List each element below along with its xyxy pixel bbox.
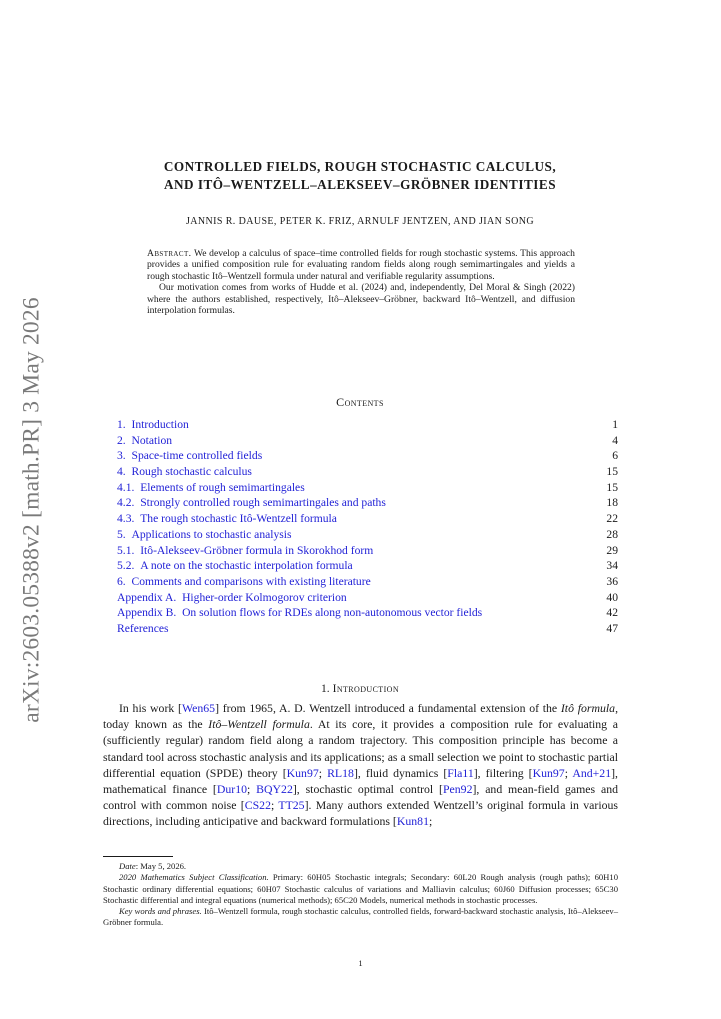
author-list: JANNIS R. DAUSE, PETER K. FRIZ, ARNULF JENTZEN, AND JIAN SONG [185, 216, 535, 227]
citation-pen92[interactable]: Pen92 [442, 782, 473, 797]
body-text-segment: from 1965, A. D. Wentzell introduced a fundamental extension of the [219, 701, 561, 715]
toc-entry-page: 47 [606, 621, 618, 635]
toc-entry-link[interactable] [117, 448, 262, 464]
body-text-segment: ], and mean-field games and control with common noise [ [103, 782, 618, 813]
toc-row[interactable] [117, 495, 618, 511]
citation-cs22[interactable]: CS22 [244, 798, 271, 813]
arxiv-sidebar-stamp [14, 290, 50, 730]
toc-row[interactable] [117, 464, 618, 480]
toc-entry-page: 15 [606, 480, 618, 494]
keywords-text: Itô–Wentzell formula, rough stochastic calculus, controlled fields, forward-backward stochastic analysis, Itô–Alekseev–Gröbner formula. [103, 906, 619, 928]
body-text-segment: ], stochastic optimal control [ [292, 782, 443, 797]
toc-entry-page: 34 [606, 559, 618, 573]
body-text-segment: ], mathematical finance [ [103, 765, 618, 797]
toc-entry-title: Space-time controlled fields [131, 449, 263, 463]
toc-row[interactable] [117, 621, 618, 637]
abstract-text-1: We develop a calculus of space–time controlled fields for rough stochastic systems. This approach provides a unified composition rule for evaluating random fields along rough semimartingales and yields a rough stochastic Itô–Wentzell formula under natural and verifiable regularity assumptions. [147, 248, 575, 282]
toc-entry-number: 4.2. [117, 496, 135, 510]
emphasis-ito-wentzell: Itô–Wentzell formula [208, 717, 310, 732]
toc-entry-title: Notation [131, 433, 173, 447]
citation-wen65[interactable]: Wen65 [181, 701, 216, 715]
msc-label: 2020 Mathematics Subject Classification. [119, 872, 269, 883]
toc-entry-number: 5.2. [117, 559, 135, 573]
footnote-msc [103, 872, 618, 906]
citation-bqy22[interactable]: BQY22 [256, 782, 293, 797]
title-line-1: CONTROLLED FIELDS, ROUGH STOCHASTIC CALCULUS, [163, 159, 557, 174]
toc-entry-link[interactable] [117, 605, 482, 621]
toc-entry-page: 40 [606, 590, 618, 604]
citation-tt25[interactable]: TT25 [278, 798, 305, 813]
toc-entry-title: On solution flows for RDEs along non-autonomous vector fields [182, 606, 483, 620]
body-text-segment: ], fluid dynamics [ [353, 765, 448, 780]
toc-entry-number: 6. [117, 574, 126, 588]
section-heading-introduction [100, 682, 620, 695]
emphasis-ito-formula: Itô formula [560, 701, 616, 715]
abstract-paragraph-2: Our motivation comes from works of Hudde et al. (2024) and, independently, Del Moral & Singh (2022) where the authors established, respectively, Itô–Alekseev–Gröbner, backward Itô–Wentzell, and diffusion interpolation formulas. [147, 282, 575, 317]
page-number: 1 [358, 958, 363, 968]
toc-entry-page: 18 [606, 496, 618, 510]
toc-row[interactable] [117, 511, 618, 527]
citation-rl18[interactable]: RL18 [327, 765, 354, 780]
abstract-label: Abstract. [147, 248, 192, 259]
section-title: Introduction [332, 682, 400, 695]
footnotes [103, 861, 618, 929]
body-text-segment: ; [428, 814, 433, 829]
toc-entry-link[interactable] [117, 558, 353, 574]
toc-entry-number: 4.3. [117, 512, 135, 526]
citation-separator: ; [564, 765, 573, 780]
toc-entry-number: 5.1. [117, 543, 135, 557]
toc-row[interactable] [117, 558, 618, 574]
toc-entry-title: The rough stochastic Itô-Wentzell formula [140, 512, 337, 526]
introduction-body [103, 700, 618, 830]
body-text-segment: . At its core, it provides a composition rule for evaluating a (sufficiently regular) random field along a random trajectory. This composition principle has become a standard tool across stochastic analysis and its applications; as a small selection we point to stochastic partial differential equation (SPDE) theory [ [103, 717, 618, 780]
citation-kun97-filtering[interactable]: Kun97 [532, 765, 565, 780]
toc-entry-number: 4. [117, 465, 126, 479]
toc-entry-link[interactable] [117, 417, 189, 433]
paper-title [100, 158, 620, 194]
introduction-paragraph: In his work [Wen65] from 1965, A. D. Wentzell introduced a fundamental extension of the Itô formula, today known as the Itô–Wentzell formula. At its core, it provides a composition rule for evaluating a (sufficiently regular) random field along a random trajectory. This composition principle has become a standard tool across stochastic analysis and its applications; as a small selection we point to stochastic partial differential equation (SPDE) theory [Kun97; RL18], fluid dynamics [Fla11], filtering [Kun97; And+21], mathematical finance [Dur10; BQY22], stochastic optimal control [Pen92], and mean-field games and control with common noise [CS22; TT25]. Many authors extended Wentzell’s original formula in various directions, including anticipative and backward formulations [Kun81; [103, 701, 619, 829]
toc-row[interactable] [117, 433, 618, 449]
toc-entry-page: 28 [606, 527, 618, 541]
toc-entry-page: 6 [612, 449, 618, 463]
toc-entry-title: References [117, 621, 169, 635]
arxiv-identifier: arXiv:2603.05388v2 [math.PR] 3 May 2026 [18, 297, 45, 723]
toc-row[interactable] [117, 543, 618, 559]
toc-row[interactable] [117, 527, 618, 543]
toc-entry-link[interactable] [117, 543, 373, 559]
contents-heading: Contents [336, 395, 384, 409]
body-text-segment: , today known as the [103, 701, 619, 732]
toc-row[interactable] [117, 417, 618, 433]
citation-fla11[interactable]: Fla11 [447, 765, 474, 780]
toc-row[interactable] [117, 448, 618, 464]
toc-entry-title: Itô-Alekseev-Gröbner formula in Skorokhod form [140, 543, 374, 557]
toc-entry-number: 4.1. [117, 480, 135, 494]
footnote-rule [103, 856, 173, 857]
toc-entry-link[interactable] [117, 621, 169, 637]
toc-entry-title: Elements of rough semimartingales [140, 480, 305, 494]
toc-entry-number: 1. [117, 418, 126, 431]
toc-entry-title: Introduction [131, 418, 189, 431]
body-text-segment: In his work [119, 701, 178, 715]
toc-entry-title: Higher-order Kolmogorov criterion [182, 590, 347, 604]
toc-entry-link[interactable] [117, 480, 305, 496]
toc-row[interactable] [117, 590, 618, 606]
keywords-label: Key words and phrases. [119, 906, 202, 917]
toc-entry-title: Applications to stochastic analysis [131, 527, 292, 541]
citation-dur10[interactable]: Dur10 [216, 782, 248, 797]
toc-entry-link[interactable] [117, 574, 371, 590]
body-text-segment: ]. Many authors extended Wentzell’s original formula in various directions, including anticipative and backward formulations [ [103, 798, 618, 829]
date-value: : May 5, 2026. [135, 861, 187, 871]
toc-entry-number: 2. [117, 433, 126, 447]
msc-text: Primary: 60H05 Stochastic integrals; Secondary: 60L20 Rough analysis (rough paths); 60H10 Stochastic ordinary differential equations; 60H07 Stochastic calculus of variations and Malliavin calculus; 60J60 Diffusion processes; 65C30 Stochastic differential and integral equations (numerical methods); 65C20 Models, numerical methods in stochastic processes. [103, 872, 618, 905]
toc-entry-title: Comments and comparisons with existing literature [131, 574, 371, 588]
body-text-segment: ], filtering [ [473, 765, 533, 780]
citation-separator: ; [270, 798, 279, 813]
toc-entry-title: A note on the stochastic interpolation formula [140, 559, 353, 573]
toc-entry-number: 5. [117, 527, 126, 541]
abstract [147, 248, 575, 316]
citation-kun97[interactable]: Kun97 [286, 765, 319, 780]
toc-entry-number: Appendix B. [117, 606, 177, 620]
toc-entry-page: 36 [606, 574, 618, 588]
toc-entry-number: 3. [117, 449, 126, 463]
toc-entry-page: 22 [606, 512, 618, 526]
toc-entry-page: 42 [606, 606, 618, 620]
table-of-contents [117, 417, 618, 637]
citation-separator: ; [247, 782, 257, 797]
citation-separator: ; [318, 765, 328, 780]
toc-entry-page: 1 [612, 418, 618, 431]
toc-entry-title: Rough stochastic calculus [131, 465, 252, 479]
toc-entry-link[interactable] [117, 495, 386, 511]
title-line-2: AND ITÔ–WENTZELL–ALEKSEEV–GRÖBNER IDENTITIES [163, 177, 557, 192]
toc-entry-title: Strongly controlled rough semimartingales and paths [140, 496, 386, 510]
toc-entry-page: 4 [612, 433, 618, 447]
citation-kun81[interactable]: Kun81 [396, 814, 429, 829]
toc-row[interactable] [117, 480, 618, 496]
footnote-date [103, 861, 618, 872]
toc-row[interactable] [117, 605, 618, 621]
toc-entry-link[interactable] [117, 464, 252, 480]
toc-entry-link[interactable] [117, 511, 337, 527]
toc-row[interactable] [117, 574, 618, 590]
toc-entry-link[interactable] [117, 527, 292, 543]
toc-entry-link[interactable] [117, 433, 172, 449]
toc-entry-number: Appendix A. [117, 590, 177, 604]
section-number: 1. [320, 682, 330, 695]
date-label: Date [119, 861, 136, 871]
abstract-paragraph-1 [147, 248, 575, 282]
toc-entry-page: 29 [606, 543, 618, 557]
toc-entry-page: 15 [606, 465, 618, 479]
footnote-keywords [103, 906, 618, 929]
citation-and21[interactable]: And+21 [572, 765, 612, 780]
toc-entry-link[interactable] [117, 590, 347, 606]
